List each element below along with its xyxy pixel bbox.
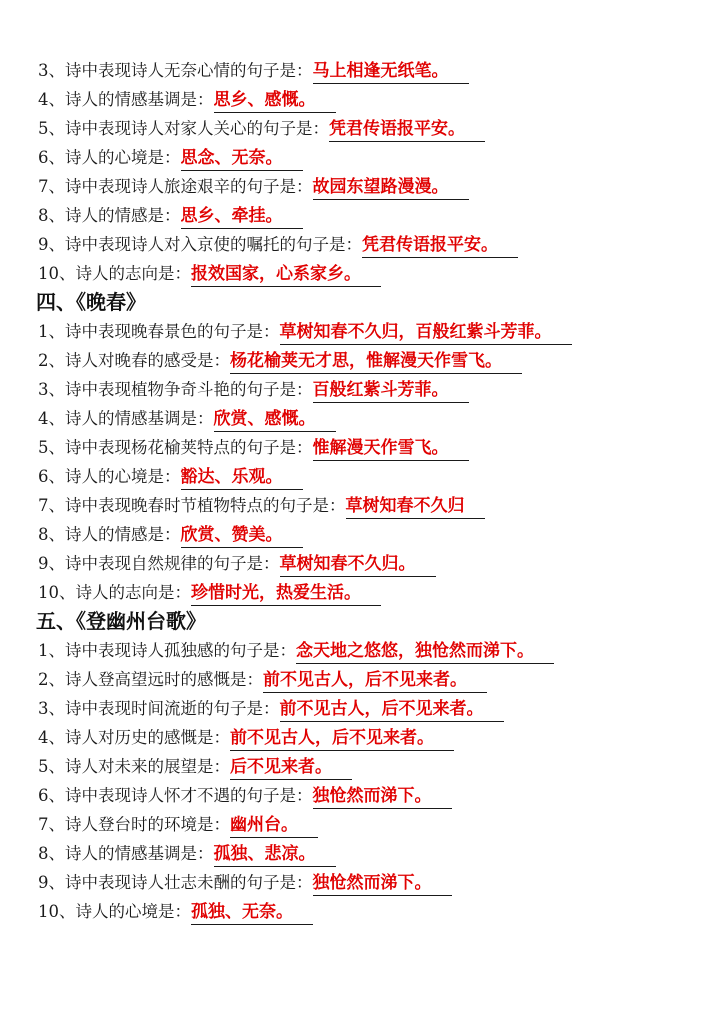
- answer-text: 报效国家，心系家乡。: [191, 262, 381, 287]
- question-text: 6、诗人的心境是：: [38, 467, 181, 486]
- answer-text: 凭君传语报平安。: [362, 233, 518, 258]
- answer-text: 后不见来者。: [230, 755, 352, 780]
- question-line: [38, 201, 303, 230]
- question-text: 9、诗中表现自然规律的句子是：: [38, 554, 280, 573]
- question-line: [38, 404, 336, 433]
- question-text: 4、诗人的情感基调是：: [38, 409, 214, 428]
- question-text: 7、诗人登台时的环境是：: [38, 815, 230, 834]
- answer-text: 草树知春不久归。: [280, 552, 436, 577]
- question-line: [38, 549, 436, 578]
- question-line: [38, 317, 572, 346]
- question-text: 6、诗人的心境是：: [38, 148, 181, 167]
- answer-text: 惟解漫天作雪飞。: [313, 436, 469, 461]
- question-text: 8、诗人的情感基调是：: [38, 844, 214, 863]
- section-heading: 五、《登幽州台歌》: [36, 609, 206, 633]
- question-text: 3、诗中表现时间流逝的句子是：: [38, 699, 280, 718]
- question-text: 5、诗中表现杨花榆荚特点的句子是：: [38, 438, 313, 457]
- question-text: 9、诗中表现诗人对入京使的嘱托的句子是：: [38, 235, 362, 254]
- question-text: 4、诗人的情感基调是：: [38, 90, 214, 109]
- question-line: [38, 143, 303, 172]
- answer-text: 前不见古人，后不见来者。: [280, 697, 504, 722]
- question-line: [38, 462, 303, 491]
- question-text: 1、诗中表现晚春景色的句子是：: [38, 322, 280, 341]
- answer-text: 思念、无奈。: [181, 146, 303, 171]
- question-text: 7、诗中表现晚春时节植物特点的句子是：: [38, 496, 346, 515]
- question-line: [38, 810, 318, 839]
- answer-text: 凭君传语报平安。: [329, 117, 485, 142]
- question-text: 8、诗人的情感是：: [38, 525, 181, 544]
- answer-text: 前不见古人，后不见来者。: [230, 726, 454, 751]
- answer-text: 珍惜时光，热爱生活。: [191, 581, 381, 606]
- answer-text: 草树知春不久归: [346, 494, 485, 519]
- question-text: 4、诗人对历史的感慨是：: [38, 728, 230, 747]
- answer-text: 故园东望路漫漫。: [313, 175, 469, 200]
- question-text: 10、诗人的志向是：: [38, 264, 191, 283]
- question-text: 8、诗人的情感是：: [38, 206, 181, 225]
- question-line: [38, 578, 381, 607]
- answer-text: 孤独、无奈。: [191, 900, 313, 925]
- question-text: 2、诗人登高望远时的感慨是：: [38, 670, 263, 689]
- answer-text: 念天地之悠悠，独怆然而涕下。: [296, 639, 554, 664]
- question-line: [38, 520, 303, 549]
- question-line: [38, 752, 352, 781]
- question-text: 3、诗中表现植物争奇斗艳的句子是：: [38, 380, 313, 399]
- question-line: [38, 346, 522, 375]
- question-line: [38, 433, 469, 462]
- question-line: [38, 85, 336, 114]
- question-text: 9、诗中表现诗人壮志未酬的句子是：: [38, 873, 313, 892]
- question-line: [38, 259, 381, 288]
- answer-text: 幽州台。: [230, 813, 318, 838]
- answer-text: 欣赏、赞美。: [181, 523, 303, 548]
- question-line: [38, 781, 452, 810]
- answer-text: 独怆然而涕下。: [313, 784, 452, 809]
- question-text: 10、诗人的心境是：: [38, 902, 191, 921]
- question-line: [38, 694, 504, 723]
- question-line: [38, 56, 469, 85]
- question-line: [38, 636, 554, 665]
- question-line: [38, 897, 313, 926]
- section-heading: 四、《晚春》: [36, 290, 146, 314]
- question-line: [38, 491, 485, 520]
- answer-text: 孤独、悲凉。: [214, 842, 336, 867]
- answer-text: 前不见古人，后不见来者。: [263, 668, 487, 693]
- question-line: [38, 114, 485, 143]
- question-text: 5、诗人对未来的展望是：: [38, 757, 230, 776]
- question-text: 6、诗中表现诗人怀才不遇的句子是：: [38, 786, 313, 805]
- question-text: 7、诗中表现诗人旅途艰辛的句子是：: [38, 177, 313, 196]
- question-line: [38, 665, 487, 694]
- question-line: [38, 839, 336, 868]
- question-line: [38, 230, 518, 259]
- answer-text: 草树知春不久归，百般红紫斗芳菲。: [280, 320, 572, 345]
- question-line: [38, 868, 452, 897]
- answer-text: 马上相逢无纸笔。: [313, 59, 469, 84]
- question-line: [38, 723, 454, 752]
- question-text: 1、诗中表现诗人孤独感的句子是：: [38, 641, 296, 660]
- question-line: [38, 375, 469, 404]
- answer-text: 思乡、牵挂。: [181, 204, 303, 229]
- answer-text: 豁达、乐观。: [181, 465, 303, 490]
- question-text: 5、诗中表现诗人对家人关心的句子是：: [38, 119, 329, 138]
- answer-text: 百般红紫斗芳菲。: [313, 378, 469, 403]
- question-text: 2、诗人对晚春的感受是：: [38, 351, 230, 370]
- question-text: 10、诗人的志向是：: [38, 583, 191, 602]
- question-line: [38, 172, 469, 201]
- answer-text: 杨花榆荚无才思，惟解漫天作雪飞。: [230, 349, 522, 374]
- answer-text: 欣赏、感慨。: [214, 407, 336, 432]
- answer-text: 独怆然而涕下。: [313, 871, 452, 896]
- question-text: 3、诗中表现诗人无奈心情的句子是：: [38, 61, 313, 80]
- answer-text: 思乡、感慨。: [214, 88, 336, 113]
